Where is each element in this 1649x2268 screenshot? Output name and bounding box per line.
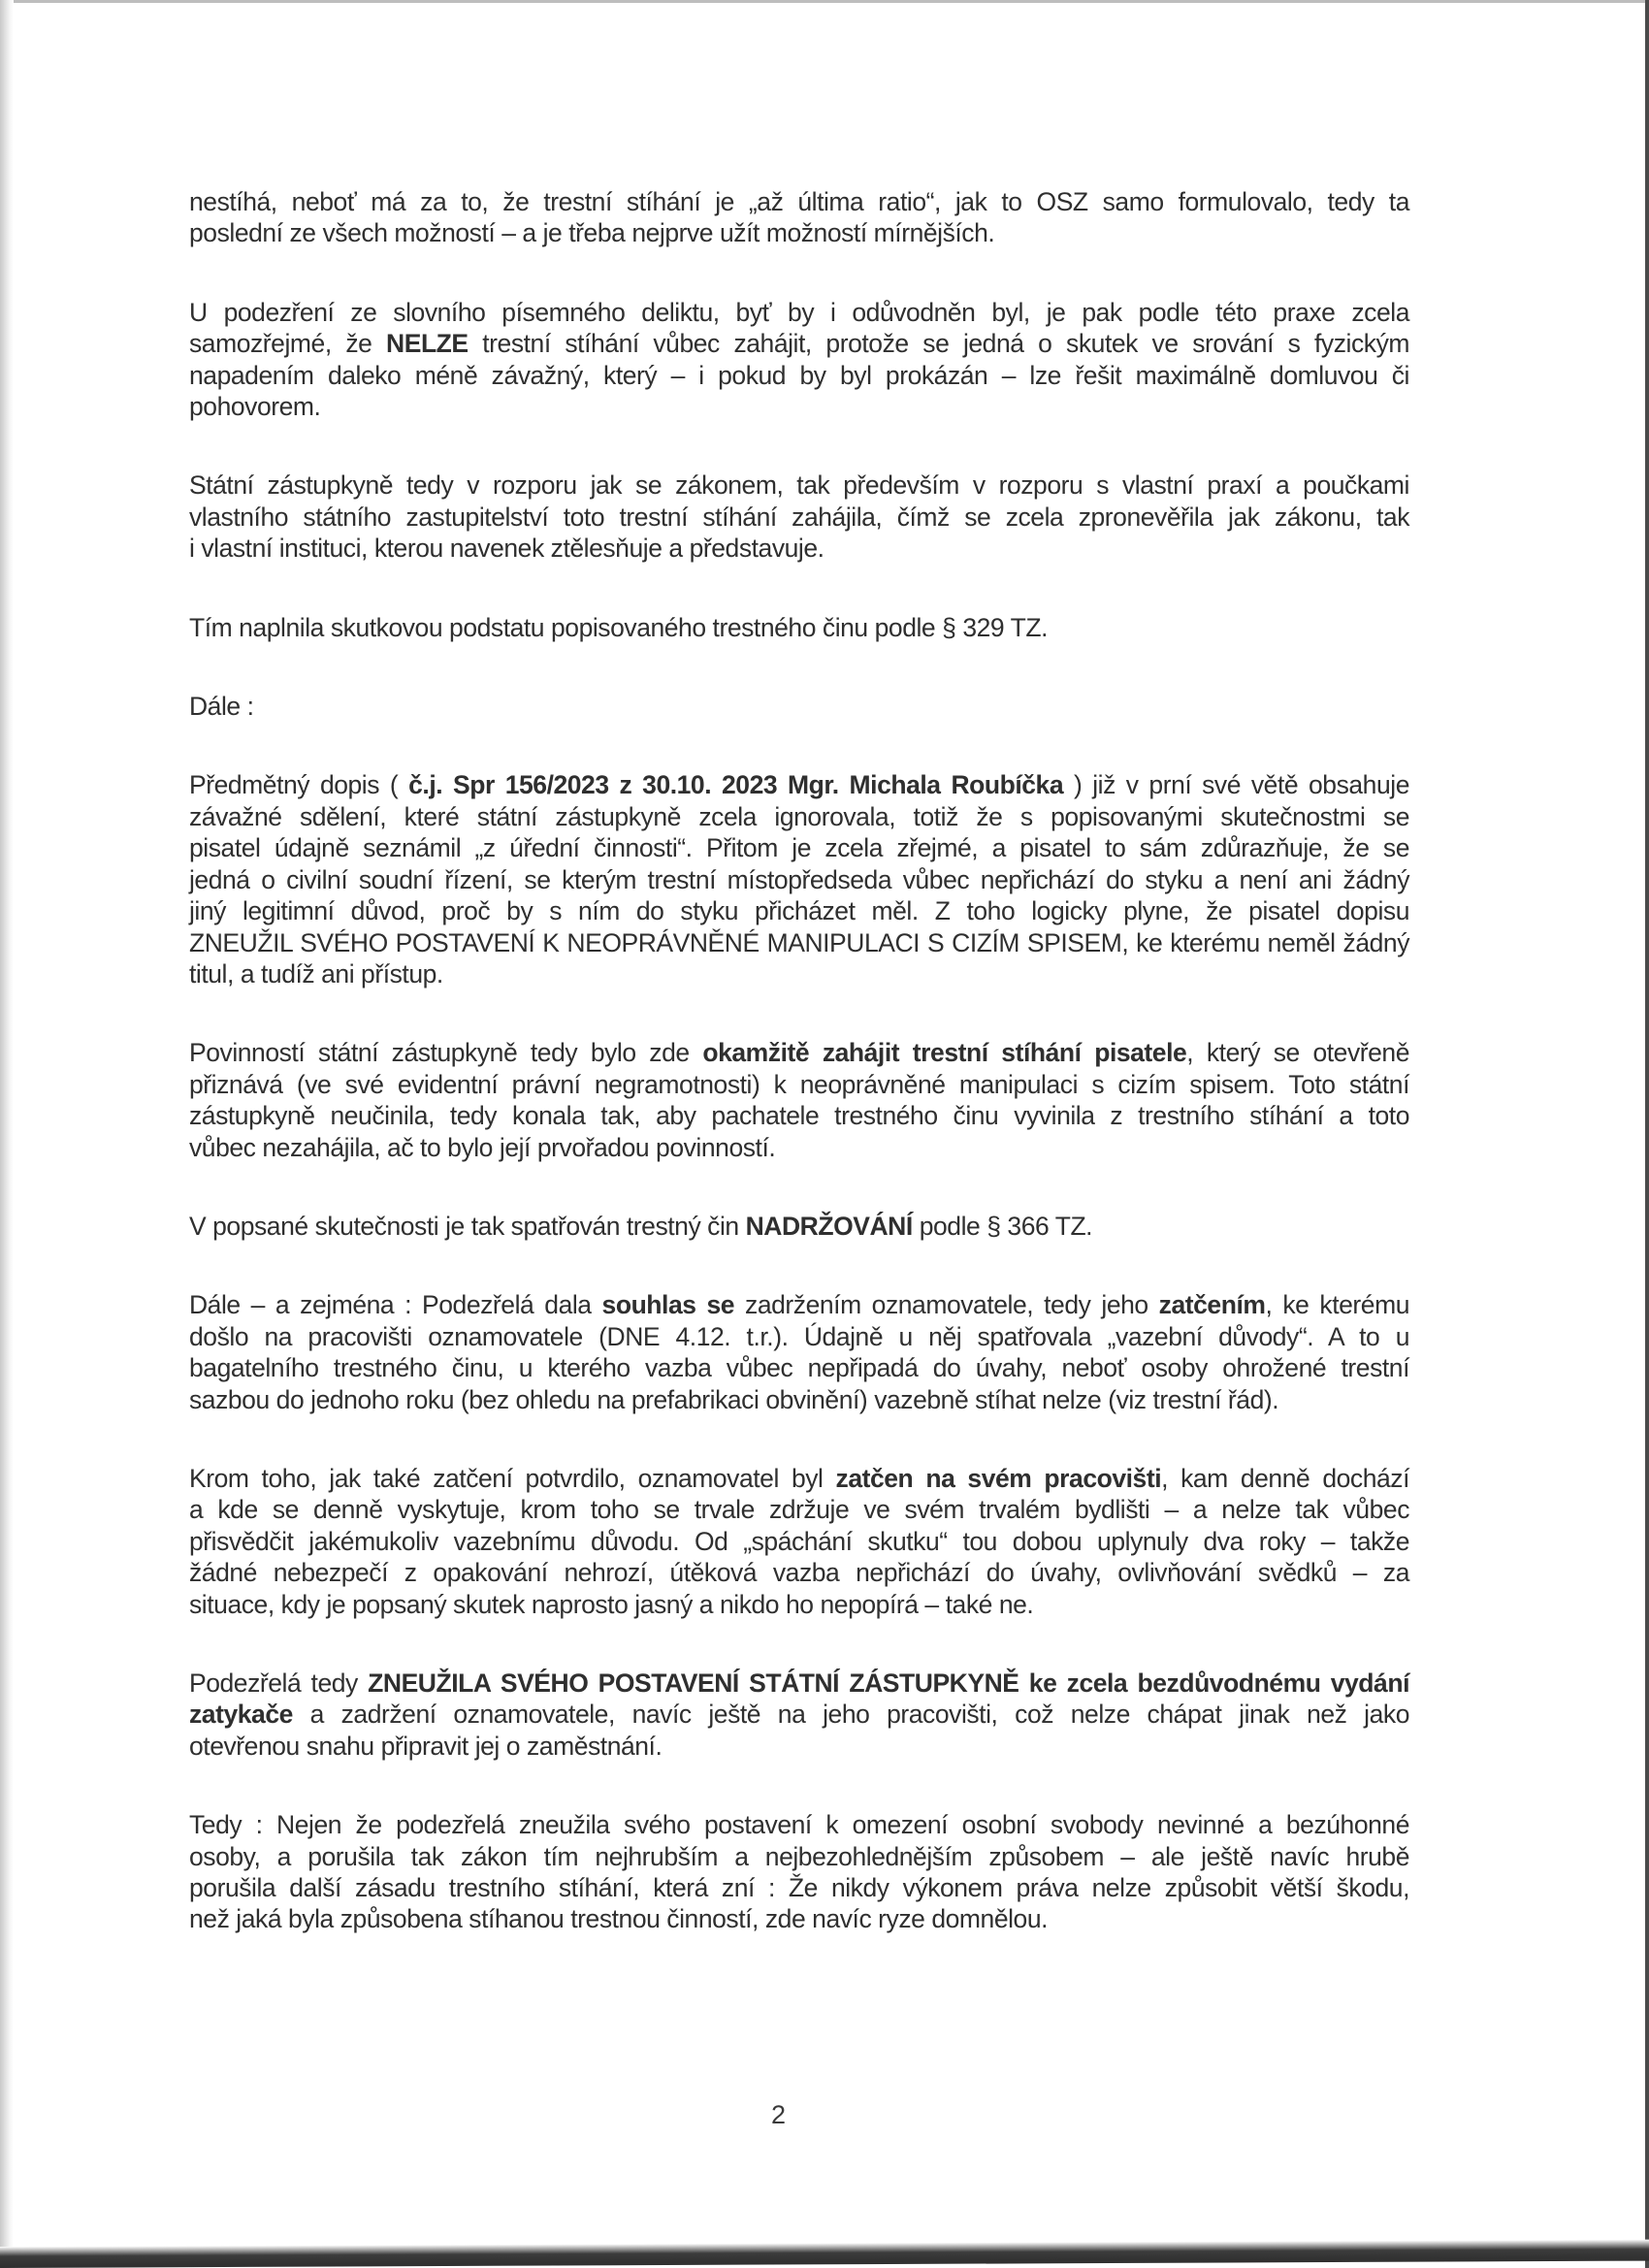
text-line (189, 832, 1409, 863)
text-segment: Tedy : Nejen že podezřelá zneužila svého postavení k omezení osobní svobody nevinné a bezúhonné (189, 1810, 1409, 1840)
text-segment: jiný legitimní důvod, proč by s ním do styku přicházet měl. Z toho logicky plyne, že pisatel dopisu (189, 896, 1409, 926)
text-segment: situace, kdy je popsaný skutek naprosto jasný a nikdo ho nepopírá – také ne. (189, 1589, 1034, 1619)
paragraph-p12 (189, 1809, 1409, 1935)
bold-text: zatčením (1158, 1290, 1266, 1320)
text-segment: přiznává (ve své evidentní právní negramotnosti) k neoprávněné manipulaci s cizím spisem. Toto státní (189, 1069, 1409, 1099)
text-segment: ZNEUŽIL SVÉHO POSTAVENÍ K NEOPRÁVNĚNÉ MANIPULACI S CIZÍM SPISEM, ke kterému neměl žádný (189, 927, 1409, 957)
bold-text: souhlas se (601, 1290, 735, 1320)
text-line (189, 1494, 1409, 1525)
text-line (189, 1872, 1409, 1903)
text-segment: Povinností státní zástupkyně tedy bylo zde (189, 1038, 703, 1068)
paragraph-p11 (189, 1668, 1409, 1762)
text-segment: trestní stíhání vůbec zahájit, protože se jedná o skutek ve srování s fyzickým (468, 329, 1409, 359)
text-segment: Podezřelá tedy (189, 1669, 369, 1698)
text-line (189, 217, 1409, 248)
text-segment: osoby, a porušila tak zákon tím nejhrubším a nejbezohlednějším způsobem – ale ještě navíc hrubě (189, 1841, 1409, 1871)
text-line (189, 1463, 1409, 1494)
text-segment: přisvědčit jakémukoliv vazebnímu důvodu. Od „spáchání skutku“ tou dobou uplynuly dva roky – takže (189, 1526, 1409, 1556)
paragraph-p8 (189, 1211, 1409, 1242)
bold-text: zatčen na svém pracovišti (835, 1463, 1162, 1493)
text-segment: zástupkyně neučinila, tedy konala tak, aby pachatele trestného činu vyvinila z trestního stíhání a toto (189, 1101, 1409, 1131)
text-line (189, 391, 1409, 422)
text-segment: pohovorem. (189, 392, 321, 422)
scan-edge-bottom (0, 2240, 1649, 2268)
text-segment: V popsané skutečnosti je tak spatřován trestný čin (189, 1211, 746, 1241)
text-line (189, 612, 1409, 643)
document-body (189, 186, 1409, 1983)
text-segment: a kde se denně vyskytuje, krom toho se trvale zdržuje ve svém trvalém bydlišti – a nelze tak vůbec (189, 1495, 1409, 1525)
text-segment: Předmětný dopis ( (189, 770, 409, 800)
bold-text: ZNEUŽILA SVÉHO POSTAVENÍ STÁTNÍ ZÁSTUPKYNĚ ke zcela bezdůvodnému vydání (368, 1669, 1409, 1698)
text-line (189, 1809, 1409, 1840)
text-line (189, 1132, 1409, 1163)
text-line (189, 1731, 1409, 1762)
text-line (189, 1557, 1409, 1588)
paragraph-p5 (189, 691, 1409, 722)
text-segment: a zadržení oznamovatele, navíc ještě na jeho pracovišti, což nelze chápat jinak než jako (292, 1700, 1409, 1730)
paragraph-p10 (189, 1463, 1409, 1620)
text-segment: závažné sdělení, které státní zástupkyně zcela ignorovala, totiž že s popisovanými skutečnostmi se (189, 801, 1409, 831)
text-line (189, 1211, 1409, 1242)
text-line (189, 1352, 1409, 1383)
text-segment: bagatelního trestného činu, u kterého vazba vůbec nepřipadá do úvahy, neboť osoby ohrožené trestní (189, 1353, 1409, 1383)
text-segment: než jaká byla způsobena stíhanou trestnou činností, zde navíc ryze domnělou. (189, 1904, 1049, 1934)
bold-text: NELZE (386, 329, 469, 359)
text-segment: poslední ze všech možností – a je třeba nejprve užít možností mírnějších. (189, 218, 995, 248)
text-segment: samozřejmé, že (189, 329, 387, 359)
text-segment: titul, a tudíž ani přístup. (189, 958, 443, 988)
scan-edge-right (1645, 0, 1649, 2268)
text-segment: Dále : (189, 692, 254, 722)
text-line (189, 769, 1409, 800)
text-segment: došlo na pracovišti oznamovatele (DNE 4.12. t.r.). Údajně u něj spatřovala „vazební důvody“. A to u (189, 1321, 1409, 1351)
paragraph-p9 (189, 1289, 1409, 1415)
text-line (189, 1903, 1409, 1934)
bold-text: č.j. Spr 156/2023 z 30.10. 2023 Mgr. Michala Roubíčka (408, 770, 1064, 800)
paragraph-p6 (189, 769, 1409, 989)
scan-edge-left (0, 0, 14, 2268)
text-line (189, 1526, 1409, 1557)
text-segment: i vlastní instituci, kterou navenek ztělesňuje a představuje. (189, 534, 824, 564)
text-line (189, 186, 1409, 217)
paragraph-p3 (189, 470, 1409, 564)
paragraph-p4 (189, 612, 1409, 643)
text-line (189, 1037, 1409, 1068)
paragraph-p7 (189, 1037, 1409, 1163)
text-segment: jedná o civilní soudní řízení, se kterým trestní místopředseda vůbec nepřichází do styku a není ani žádný (189, 864, 1409, 894)
text-line (189, 1321, 1409, 1352)
text-line (189, 1589, 1409, 1620)
text-line (189, 895, 1409, 926)
text-line (189, 1668, 1409, 1699)
text-line (189, 470, 1409, 501)
text-segment: zadržením oznamovatele, tedy jeho (734, 1290, 1159, 1320)
text-line (189, 1100, 1409, 1131)
text-line (189, 502, 1409, 533)
text-segment: napadením daleko méně závažný, který – i pokud by byl prokázán – lze řešit maximálně domluvou či (189, 360, 1409, 390)
text-line (189, 297, 1409, 328)
bold-text: zatykače (189, 1700, 293, 1730)
text-segment: podle § 366 TZ. (912, 1211, 1093, 1241)
text-segment: U podezření ze slovního písemného deliktu, byť by i odůvodněn byl, je pak podle této praxe zcela (189, 297, 1409, 327)
text-segment: nestíhá, neboť má za to, že trestní stíhání je „až última ratio“, jak to OSZ samo formulovalo, tedy ta (189, 187, 1409, 216)
scan-edge-top (0, 0, 1649, 3)
text-segment: otevřenou snahu připravit jej o zaměstnání. (189, 1731, 663, 1761)
text-line (189, 1384, 1409, 1415)
text-segment: vůbec nezahájila, ač to bylo její prvořadou povinností. (189, 1132, 776, 1162)
page-number: 2 (771, 2100, 787, 2129)
text-segment: , ke kterému (1265, 1290, 1409, 1320)
text-segment: Dále – a zejména : Podezřelá dala (189, 1290, 602, 1320)
text-line (189, 864, 1409, 895)
text-line (189, 1699, 1409, 1730)
text-line (189, 533, 1409, 564)
paragraph-p2 (189, 297, 1409, 423)
text-segment: porušila další zásadu trestního stíhání, která zní : Že nikdy výkonem práva nelze způsobit větší škodu, (189, 1873, 1409, 1903)
text-segment: ) již v prní své větě obsahuje (1063, 770, 1409, 800)
text-line (189, 958, 1409, 989)
text-line (189, 1289, 1409, 1320)
text-segment: vlastního státního zastupitelství toto trestní stíhání zahájila, čímž se zcela zpronevěřila jak zákonu, tak (189, 502, 1409, 532)
text-segment: sazbou do jednoho roku (bez ohledu na prefabrikaci obvinění) vazebně stíhat nelze (viz trestní řád). (189, 1384, 1279, 1414)
text-segment: Krom toho, jak také zatčení potvrdilo, oznamovatel byl (189, 1463, 836, 1493)
text-segment: , kam denně dochází (1161, 1463, 1409, 1493)
text-segment: pisatel údajně seznámil „z úřední činnosti“. Přitom je zcela zřejmé, a pisatel to sám zdůrazňuje, že se (189, 833, 1409, 863)
text-line (189, 927, 1409, 958)
bold-text: okamžitě zahájit trestní stíhání pisatele (702, 1038, 1187, 1068)
text-segment: Státní zástupkyně tedy v rozporu jak se zákonem, tak především v rozporu s vlastní praxí a poučkami (189, 470, 1409, 501)
paragraph-p1 (189, 186, 1409, 249)
bold-text: NADRŽOVÁNÍ (745, 1211, 913, 1241)
text-segment: Tím naplnila skutkovou podstatu popisovaného trestného činu podle § 329 TZ. (189, 612, 1049, 642)
text-line (189, 1841, 1409, 1872)
text-segment: žádné nebezpečí z opakování nehrozí, útěková vazba nepřichází do úvahy, ovlivňování svědků – za (189, 1558, 1409, 1588)
text-line (189, 1069, 1409, 1100)
text-line (189, 328, 1409, 359)
text-line (189, 801, 1409, 832)
text-line (189, 360, 1409, 391)
text-line (189, 691, 1409, 722)
text-segment: , který se otevřeně (1186, 1038, 1409, 1068)
